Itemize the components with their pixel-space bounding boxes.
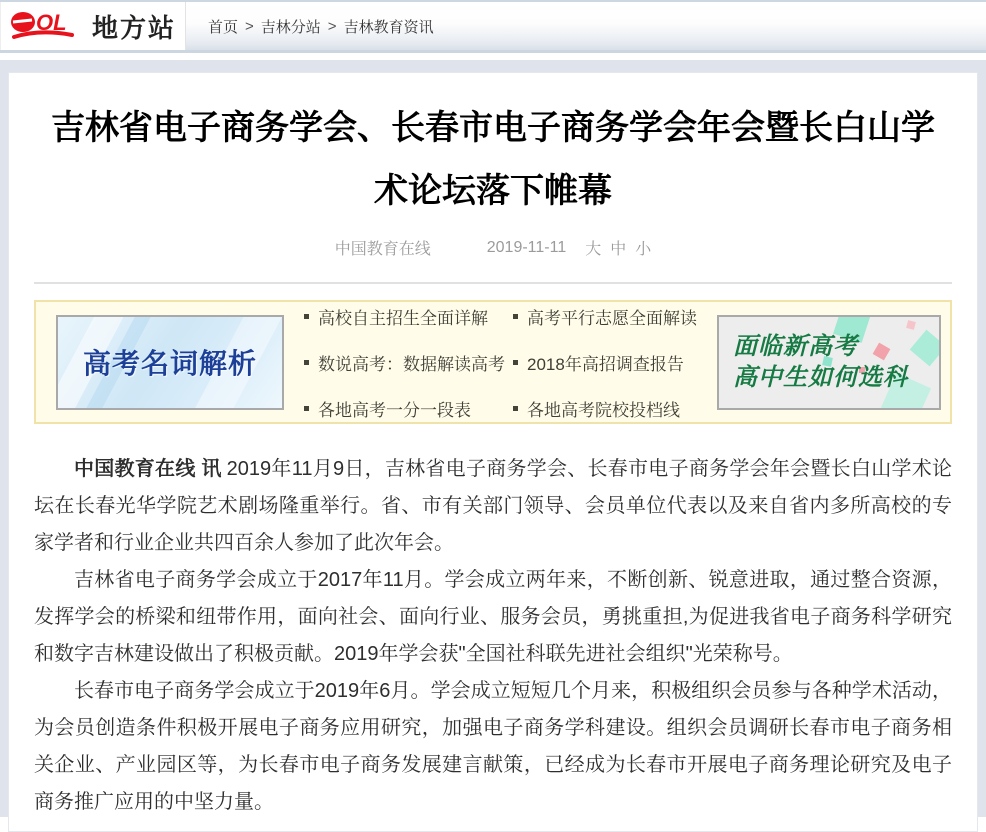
breadcrumb — [208, 2, 434, 50]
gaokao-terms-banner-label: 高考名词解析 — [82, 348, 257, 379]
paragraph-1: 中国教育在线 讯 2019年11月9日，吉林省电子商务学会、长春市电子商务学会年会暨长白山学术论坛在长春光华学院艺术剧场隆重举行。省、市有关部门领导、会员单位代表以及来自省内多所高校的专家学者和行业企业共四百余人参加了此次年会。 — [34, 458, 952, 554]
breadcrumb-separator: > — [245, 17, 254, 35]
new-gaokao-banner-line2: 高中生如何选科 — [733, 364, 908, 391]
promo-link-yifen-yiduan[interactable]: 各地高考一分一段表 — [304, 396, 505, 421]
header-divider — [34, 282, 952, 284]
square-bullet-icon — [513, 406, 518, 411]
promo-link-zizhu-zhaosheng[interactable]: 高校自主招生全面详解 — [304, 304, 505, 329]
breadcrumb-separator: > — [327, 17, 337, 35]
promo-link-shushuo-gaokao[interactable]: 数说高考：数据解读高考 — [304, 350, 505, 375]
gaokao-promo-box — [34, 300, 952, 424]
gaokao-terms-banner[interactable] — [56, 315, 284, 410]
article-body — [9, 451, 977, 821]
site-header — [0, 0, 986, 53]
article-title: 吉林省电子商务学会、长春市电子商务学会年会暨长白山学术论坛落下帷幕 — [51, 109, 935, 210]
promo-link-list — [304, 304, 697, 421]
square-bullet-icon — [304, 360, 309, 365]
font-size-small-button[interactable]: 小 — [635, 241, 652, 258]
logo-suffix-label: 地方站 — [91, 12, 176, 43]
paragraph-3: 长春市电子商务学会成立于2019年6月。学会成立短短几个月来，积极组织会员参与各种学术活动，为会员创造条件积极开展电子商务应用研究，加强电子商务学科建设。组织会员调研长春市电子商务相关企业、产业园区等，为长春市电子商务发展建言献策，已经成为长春市开展电子商务理论研究及电子商务推广应用的中坚力量。 — [34, 680, 952, 813]
breadcrumb-home[interactable]: 首页 — [208, 18, 239, 36]
breadcrumb-jilin-news[interactable]: 吉林教育资讯 — [343, 18, 434, 36]
new-gaokao-banner[interactable] — [717, 315, 941, 410]
promo-link-pingxing-zhiyuan[interactable]: 高考平行志愿全面解读 — [513, 304, 697, 329]
article-byline — [9, 236, 977, 259]
eol-logo-icon — [10, 8, 84, 44]
source-label: 中国教育在线 — [334, 241, 431, 258]
font-size-large-button[interactable]: 大 — [585, 241, 602, 258]
square-bullet-icon — [304, 406, 309, 411]
publish-date: 2019-11-11 — [486, 238, 567, 256]
paragraph-2: 吉林省电子商务学会成立于2017年11月。学会成立两年来，不断创新、锐意进取，通过整合资源，发挥学会的桥梁和纽带作用，面向社会、面向行业、服务会员，勇挑重担,为促进我省电子商务科学研究和数字吉林建设做出了积极贡献。2019年学会获"全国社科联先进社会组织"光荣称号。 — [34, 569, 952, 665]
confetti-decoration — [906, 320, 916, 330]
square-bullet-icon — [513, 314, 518, 319]
new-gaokao-banner-line1: 面临新高考 — [733, 333, 858, 360]
square-bullet-icon — [304, 314, 309, 319]
page-background — [0, 60, 986, 817]
promo-link-2018-report[interactable]: 2018年高招调查报告 — [513, 350, 697, 375]
site-logo[interactable] — [0, 2, 186, 50]
svg-text:OL: OL — [35, 10, 67, 35]
promo-link-toudang-xian[interactable]: 各地高考院校投档线 — [513, 396, 697, 421]
square-bullet-icon — [513, 360, 518, 365]
source-lead-label: 中国教育在线 讯 — [74, 458, 222, 480]
article-card — [8, 72, 978, 832]
breadcrumb-jilin-branch[interactable]: 吉林分站 — [260, 18, 321, 36]
font-size-medium-button[interactable]: 中 — [610, 241, 627, 258]
